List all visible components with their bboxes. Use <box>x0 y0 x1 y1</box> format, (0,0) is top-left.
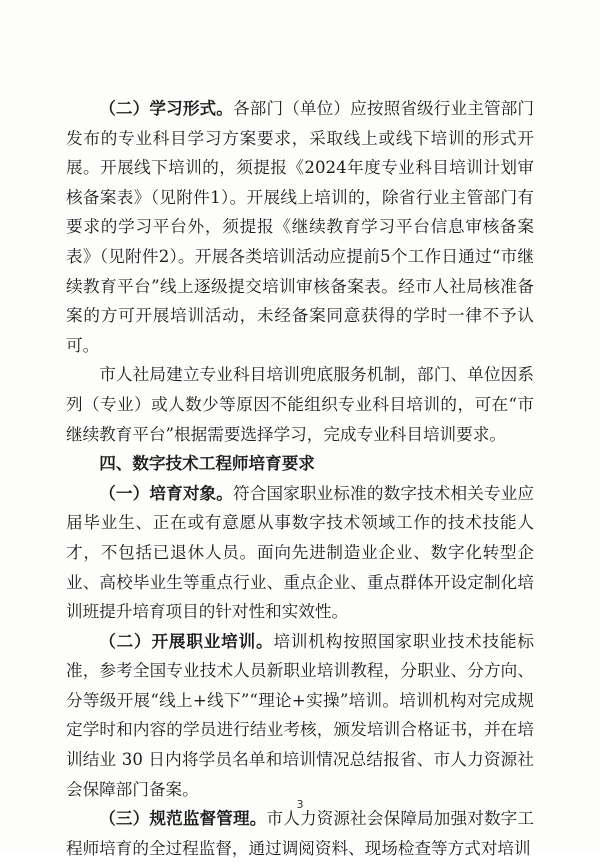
document-body <box>66 94 534 863</box>
paragraph-supervision <box>66 804 534 863</box>
paragraph-text: 培训机构按照国家职业技术技能标准，参考全国专业技术人员新职业培训教程，分职业、分方向、分等级开展“线上+线下”“理论+实操”培训。培训机构对完成规定学时和内容的学员进行结业考核，颁发培训合格证书，并在培训结业 30 日内将学员名单和培训情况总结报省、市人力资源社会保障部门备案。 <box>66 631 535 799</box>
paragraph-lead: （二）开展职业培训。 <box>99 631 274 651</box>
paragraph-lead: （三）规范监督管理。 <box>99 809 267 829</box>
section-heading: 四、数字技术工程师培育要求 <box>99 454 315 474</box>
paragraph-text: 各部门（单位）应按照省级行业主管部门发布的专业科目学习方案要求，采取线上或线下培训的形式开展。开展线下培训的，须提报《2024年度专业科目培训计划审核备案表》（见附件1）。开展线上培训的，除省行业主管部门有要求的学习平台外，须提报《继续教育学习平台信息审核备案表》（见附件2）。开展各类培训活动应提前5个工作日通过“市继续教育平台”线上逐级提交培训审核备案表。经市人社局核准备案的方可开展培训活动，未经备案同意获得的学时一律不予认可。 <box>66 99 535 355</box>
paragraph-vocational-training <box>66 627 534 805</box>
paragraph-text: 市人力资源社会保障局加强对数字工程师培育的全过程监督，通过调阅资料、现场检查等方式对培训 <box>66 809 535 858</box>
paragraph-training-targets <box>66 479 534 627</box>
paragraph-learning-format <box>66 94 534 360</box>
page-number: 3 <box>296 798 304 811</box>
paragraph-lead: （二）学习形式。 <box>99 99 234 118</box>
paragraph-text: 市人社局建立专业科目培训兜底服务机制，部门、单位因系列（专业）或人数少等原因不能组织专业科目培训的，可在“市继续教育平台”根据需要选择学习，完成专业科目培训要求。 <box>66 365 534 444</box>
paragraph-text: 符合国家职业标准的数字技术相关专业应届毕业生、正在或有意愿从事数字技术领域工作的技术技能人才，不包括已退休人员。面向先进制造业企业、数字化转型企业、高校毕业生等重点行业、重点企业、重点群体开设定制化培训班提升培育项目的针对性和实效性。 <box>66 483 535 622</box>
paragraph-lead: （一）培育对象。 <box>99 483 234 503</box>
paragraph-fallback-service <box>66 360 534 449</box>
